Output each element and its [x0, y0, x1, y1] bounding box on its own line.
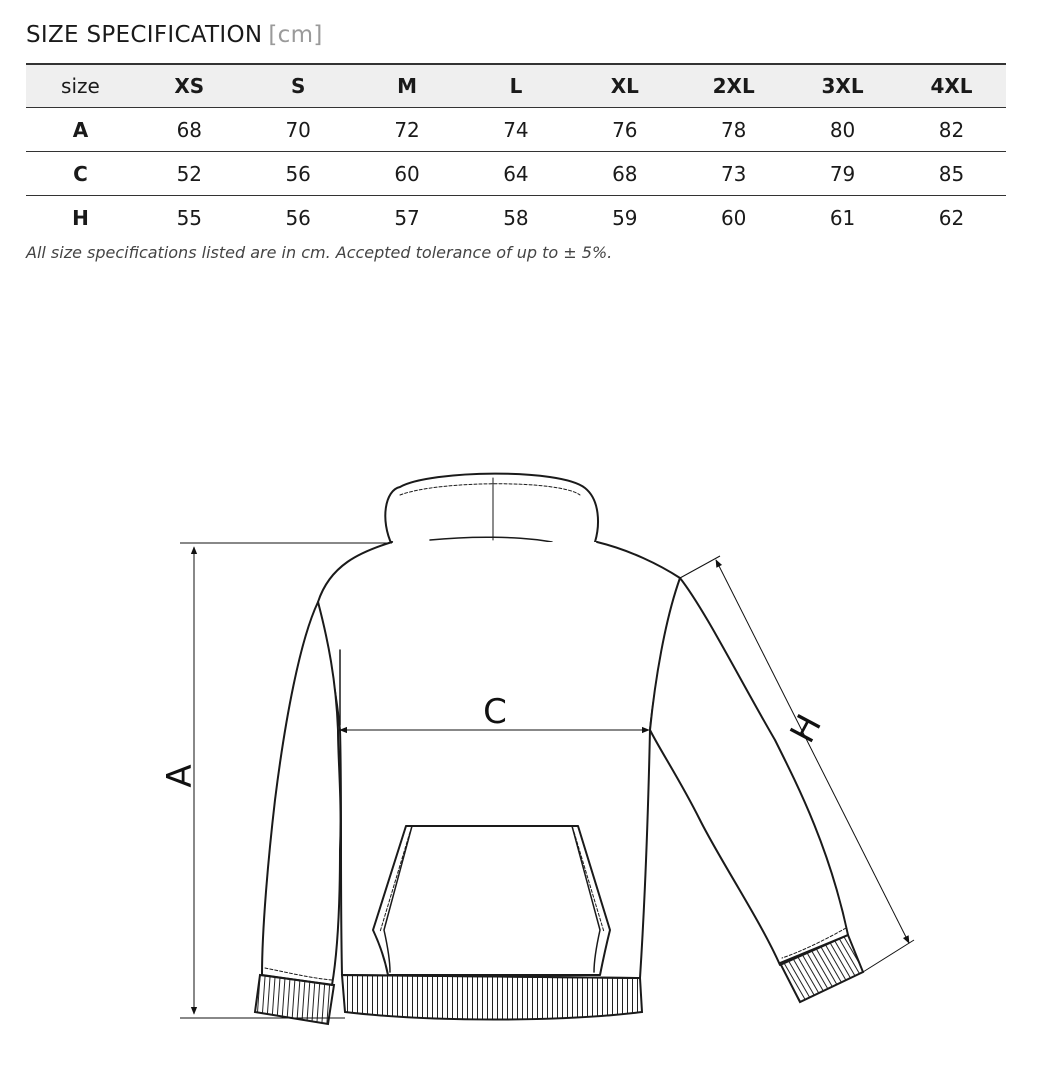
row-label: C: [73, 161, 88, 186]
measure-a-label: A: [160, 764, 200, 788]
title-unit: [cm]: [268, 22, 323, 48]
table-cell: 76: [612, 117, 638, 142]
header-col-xl: XL: [610, 74, 639, 98]
table-cell: 74: [503, 117, 529, 142]
table-cell: 78: [720, 117, 747, 142]
table-cell: 57: [394, 205, 420, 230]
title-text: SIZE SPECIFICATION: [26, 22, 263, 48]
row-label: H: [72, 205, 89, 230]
header-col-2xl: 2XL: [712, 74, 755, 98]
table-cell: 61: [829, 205, 856, 230]
table-cell: 59: [612, 205, 638, 230]
row-label: A: [72, 117, 89, 142]
header-col-m: M: [397, 74, 418, 98]
hem-rib: [342, 975, 642, 1020]
table-cell: 62: [938, 205, 965, 230]
tolerance-note: All size specifications listed are in cm. Accepted tolerance of up to ± 5%.: [26, 243, 613, 262]
header-col-3xl: 3XL: [821, 74, 864, 98]
header-size-label: size: [61, 74, 100, 98]
table-cell: 79: [829, 161, 856, 186]
table-cell: 56: [285, 205, 311, 230]
table-cell: 70: [285, 117, 311, 142]
table-cell: 80: [829, 117, 856, 142]
table-cell: 68: [612, 161, 638, 186]
header-col-xs: XS: [174, 74, 205, 98]
header-col-l: L: [509, 74, 523, 98]
table-cell: 52: [176, 161, 203, 186]
hoodie-outline: [262, 474, 848, 985]
table-cell: 68: [176, 117, 203, 142]
table-cell: 85: [938, 161, 965, 186]
measure-c-label: C: [483, 692, 507, 732]
table-cell: 55: [176, 205, 203, 230]
measure-h-label: H: [782, 708, 830, 750]
table-cell: 72: [394, 117, 420, 142]
header-col-4xl: 4XL: [930, 74, 973, 98]
table-cell: 82: [938, 117, 965, 142]
table-cell: 60: [720, 205, 747, 230]
table-cell: 60: [394, 161, 420, 186]
table-cell: 64: [503, 161, 529, 186]
table-cell: 73: [720, 161, 747, 186]
header-col-s: S: [290, 74, 306, 98]
table-cell: 56: [285, 161, 311, 186]
table-cell: 58: [503, 205, 529, 230]
